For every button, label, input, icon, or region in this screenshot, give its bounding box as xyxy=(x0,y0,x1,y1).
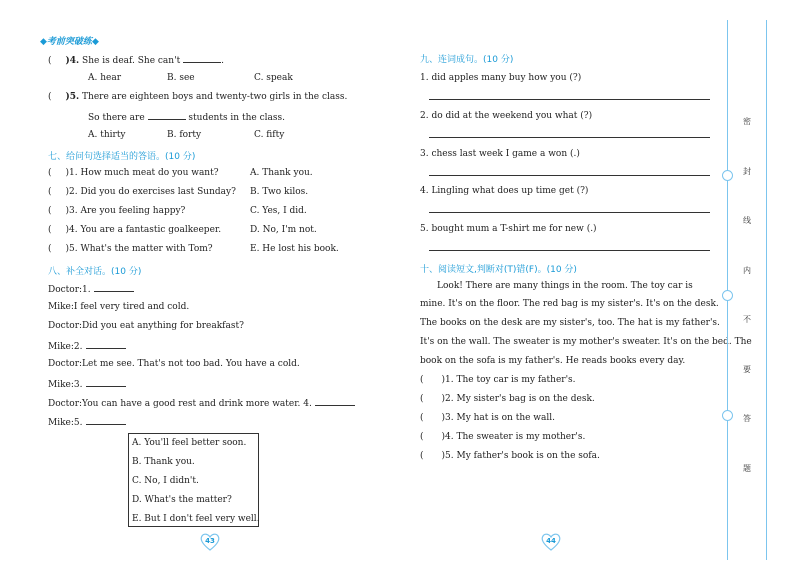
answer-blank[interactable] xyxy=(183,54,221,63)
box-option: C. No, I didn't. xyxy=(132,476,199,486)
section-9-title: 九、连词成句。(10 分) xyxy=(420,55,514,65)
page-number-left: 43 xyxy=(199,533,221,551)
question-5-line2: So there are students in the class. xyxy=(88,113,285,123)
tf-item: ( )4. The sweater is my mother's. xyxy=(420,432,586,442)
seal-char: 内 xyxy=(743,266,751,275)
dialog-line: Mike:5. xyxy=(48,416,126,428)
seal-char: 答 xyxy=(743,414,751,423)
option-b: B. forty xyxy=(167,130,202,140)
passage-line: book on the sofa is my father's. He reads books every day. xyxy=(420,356,686,366)
match-row: ( )3. Are you feeling happy? xyxy=(48,206,186,216)
answer-line[interactable] xyxy=(429,212,710,213)
binding-hole xyxy=(722,170,733,181)
word-order-item: 1. did apples many buy how you (?) xyxy=(420,73,582,83)
dialog-line: Doctor:1. xyxy=(48,283,134,295)
answer-blank[interactable] xyxy=(86,416,126,425)
page-number-right: 44 xyxy=(540,533,562,551)
diamond-icon: ◆ xyxy=(91,37,99,47)
answer-blank[interactable] xyxy=(148,111,186,120)
banner xyxy=(40,34,99,47)
option-a: A. hear xyxy=(88,73,122,83)
match-row: ( )5. What's the matter with Tom? xyxy=(48,244,213,254)
box-option: E. But I don't feel very well. xyxy=(132,514,260,524)
seal-char: 线 xyxy=(743,216,751,225)
question-4: ( )4. She is deaf. She can't . xyxy=(48,56,224,66)
banner-text: 考前突破练 xyxy=(46,37,92,47)
diamond-icon: ◆ xyxy=(40,37,47,47)
word-order-item: 4. Lingling what does up time get (?) xyxy=(420,186,589,196)
answer-blank[interactable] xyxy=(315,397,355,406)
dialog-line: Mike:I feel very tired and cold. xyxy=(48,302,190,312)
match-row: ( )4. You are a fantastic goalkeeper. xyxy=(48,225,222,235)
answer-line[interactable] xyxy=(429,99,710,100)
word-order-item: 2. do did at the weekend you what (?) xyxy=(420,111,593,121)
tf-item: ( )3. My hat is on the wall. xyxy=(420,413,555,423)
box-option: D. What's the matter? xyxy=(132,495,232,505)
dialog-line: Mike:2. xyxy=(48,340,126,352)
answer-line[interactable] xyxy=(429,137,710,138)
dialog-line: Doctor:Did you eat anything for breakfast? xyxy=(48,321,244,331)
section-8-title: 八、补全对话。(10 分) xyxy=(48,267,142,277)
section-10-title: 十、阅读短文,判断对(T)错(F)。(10 分) xyxy=(420,265,577,275)
seal-char: 不 xyxy=(743,315,751,324)
answer-blank[interactable] xyxy=(86,340,126,349)
dialog-line: Doctor:You can have a good rest and drink more water. 4. xyxy=(48,397,355,409)
answer-option: D. No, I'm not. xyxy=(250,225,317,235)
option-c: C. speak xyxy=(254,73,293,83)
answer-option: A. Thank you. xyxy=(250,168,313,178)
match-row: ( )2. Did you do exercises last Sunday? xyxy=(48,187,236,197)
answer-option: C. Yes, I did. xyxy=(250,206,307,216)
option-b: B. see xyxy=(167,73,195,83)
word-order-item: 3. chess last week I game a won (.) xyxy=(420,149,580,159)
dialog-line: Doctor:Let me see. That's not too bad. You have a cold. xyxy=(48,359,300,369)
option-a: A. thirty xyxy=(88,130,126,140)
passage-line: It's on the wall. The sweater is my mother's sweater. It's on the bed. The xyxy=(420,337,752,347)
section-7-title: 七、给问句选择适当的答语。(10 分) xyxy=(48,152,196,162)
seal-char: 封 xyxy=(743,167,751,176)
tf-item: ( )2. My sister's bag is on the desk. xyxy=(420,394,595,404)
tf-item: ( )1. The toy car is my father's. xyxy=(420,375,576,385)
seal-char: 要 xyxy=(743,365,751,374)
answer-line[interactable] xyxy=(429,250,710,251)
binding-hole xyxy=(722,410,733,421)
seal-char: 密 xyxy=(743,117,751,126)
box-option: B. Thank you. xyxy=(132,457,195,467)
passage-line: Look! There are many things in the room. The toy car is xyxy=(437,281,693,291)
word-order-item: 5. bought mum a T-shirt me for new (.) xyxy=(420,224,597,234)
answer-option: B. Two kilos. xyxy=(250,187,309,197)
answer-option: E. He lost his book. xyxy=(250,244,339,254)
answer-blank[interactable] xyxy=(86,378,126,387)
passage-line: The books on the desk are my sister's, too. The hat is my father's. xyxy=(420,318,720,328)
box-option: A. You'll feel better soon. xyxy=(132,438,247,448)
seal-char: 题 xyxy=(743,464,751,473)
match-row: ( )1. How much meat do you want? xyxy=(48,168,219,178)
dialog-line: Mike:3. xyxy=(48,378,126,390)
binding-hole xyxy=(722,290,733,301)
answer-blank[interactable] xyxy=(94,283,134,292)
answer-line[interactable] xyxy=(429,175,710,176)
option-c: C. fifty xyxy=(254,130,285,140)
binding-rail-right xyxy=(766,20,767,560)
question-5: ( )5. There are eighteen boys and twenty-two girls in the class. xyxy=(48,92,348,102)
passage-line: mine. It's on the floor. The red bag is my sister's. It's on the desk. xyxy=(420,299,719,309)
tf-item: ( )5. My father's book is on the sofa. xyxy=(420,451,600,461)
